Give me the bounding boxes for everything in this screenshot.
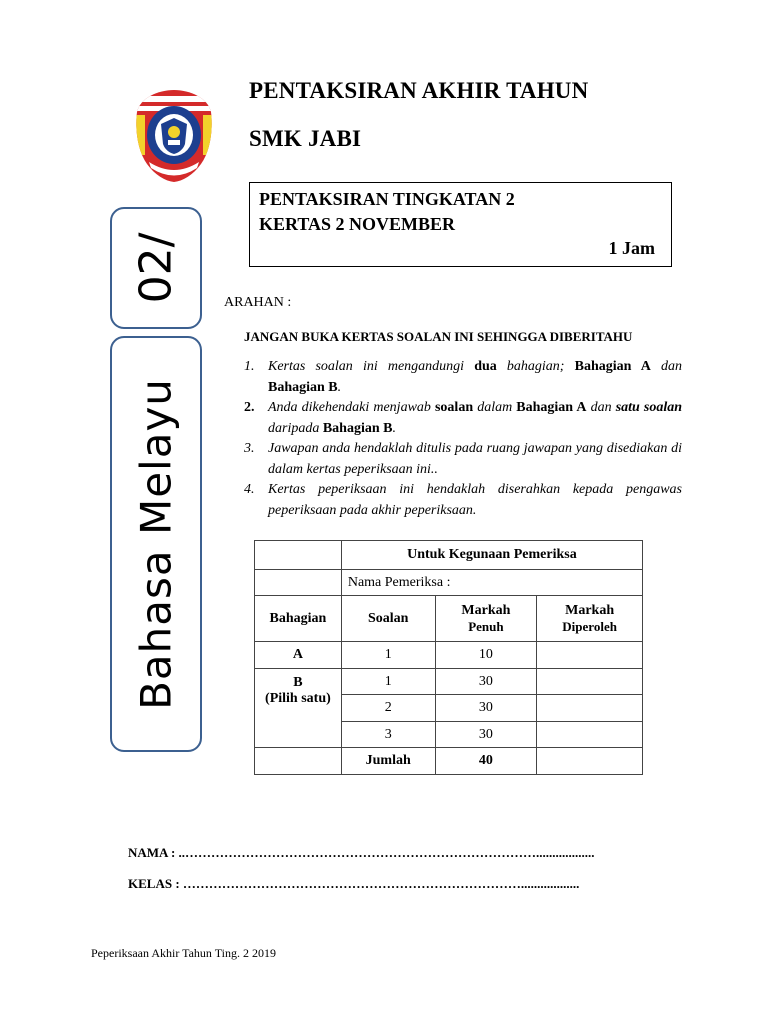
score-cell[interactable] xyxy=(537,695,643,722)
examiner-table xyxy=(254,540,643,775)
paper-code: 02/ xyxy=(130,232,182,304)
exam-duration: 1 Jam xyxy=(608,238,655,258)
instruction-item xyxy=(244,357,682,398)
instruction-text: Kertas peperiksaan ini hendaklah diserahkan kepada pengawas peperiksaan pada akhir peperiksaan. xyxy=(268,482,682,518)
col-markah-penuh: Markah Penuh xyxy=(435,596,537,642)
col-soalan: Soalan xyxy=(341,596,435,642)
table-row: 3 30 xyxy=(255,722,643,748)
table-header: Untuk Kegunaan Pemeriksa xyxy=(341,541,642,570)
instruction-item xyxy=(244,480,682,521)
section-b-label: B (Pilih satu) xyxy=(255,669,342,748)
name-field[interactable]: NAMA : ..……………………………………………………………………….................. xyxy=(128,845,595,860)
instruction-text: Anda dikehendaki menjawab soalan dalam Bahagian A dan satu soalan daripada Bahagian B. xyxy=(268,400,683,436)
table-row xyxy=(255,748,643,775)
total-value: 40 xyxy=(435,748,537,775)
instructions-list xyxy=(244,357,682,521)
col-bahagian: Bahagian xyxy=(255,596,342,642)
instruction-item xyxy=(244,398,682,439)
exam-paper: KERTAS 2 NOVEMBER xyxy=(259,214,456,234)
instruction-number: 2. xyxy=(244,400,255,415)
exam-title: PENTAKSIRAN AKHIR TAHUN xyxy=(249,78,589,103)
school-crest-logo xyxy=(135,88,213,183)
score-cell[interactable] xyxy=(537,722,643,748)
total-score-cell[interactable] xyxy=(537,748,643,775)
instruction-text: Jawapan anda hendaklah ditulis pada ruang jawapan yang disediakan di dalam kertas peperiksaan ini.. xyxy=(268,441,682,477)
exam-info-box xyxy=(249,182,672,267)
instructions-warning: JANGAN BUKA KERTAS SOALAN INI SEHINGGA DIBERITAHU xyxy=(244,329,633,344)
exam-level: PENTAKSIRAN TINGKATAN 2 xyxy=(259,189,515,209)
class-field[interactable]: KELAS : …………………………………………………………………….................. xyxy=(128,876,580,891)
instruction-item xyxy=(244,439,682,480)
score-cell[interactable] xyxy=(537,642,643,669)
table-row: B (Pilih satu) 1 30 xyxy=(255,669,643,695)
col-markah-diperoleh: Markah Diperoleh xyxy=(537,596,643,642)
instructions-label: ARAHAN : xyxy=(224,295,292,310)
instruction-number: 3. xyxy=(244,441,255,456)
instruction-text: Kertas soalan ini mengandungi dua bahagian; Bahagian A dan Bahagian B. xyxy=(268,359,683,395)
subject-name: Bahasa Melayu xyxy=(131,378,181,710)
page-footer: Peperiksaan Akhir Tahun Ting. 2 2019 xyxy=(91,946,276,960)
instruction-number: 4. xyxy=(244,482,255,497)
examiner-name-label: Nama Pemeriksa : xyxy=(341,570,642,596)
total-label: Jumlah xyxy=(341,748,435,775)
table-row: 2 30 xyxy=(255,695,643,722)
paper-code-box xyxy=(110,207,202,329)
instruction-number: 1. xyxy=(244,359,255,374)
table-row: A 1 10 xyxy=(255,642,643,669)
school-name: SMK JABI xyxy=(249,126,362,151)
score-cell[interactable] xyxy=(537,669,643,695)
subject-box xyxy=(110,336,202,752)
